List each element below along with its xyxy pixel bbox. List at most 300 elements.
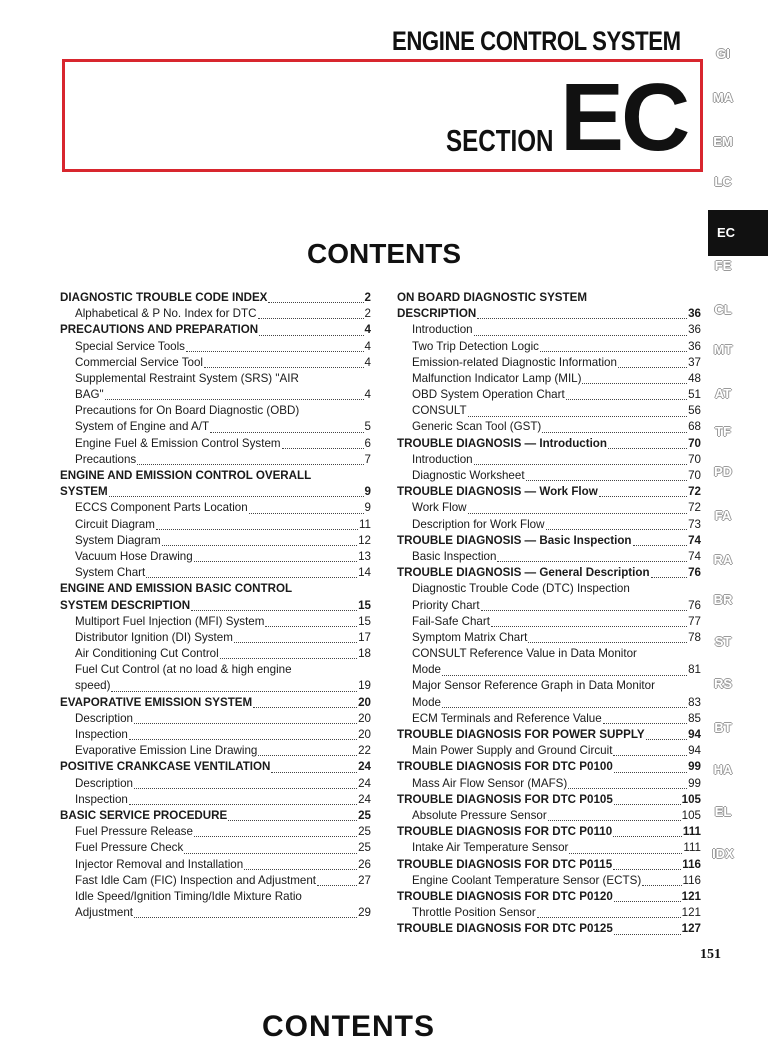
toc-entry-title: Diagnostic Trouble Code (DTC) Inspection bbox=[412, 582, 630, 596]
toc-entry-page: 2 bbox=[364, 290, 371, 304]
section-tab-bt[interactable]: BT bbox=[714, 720, 732, 735]
toc-entry-title: TROUBLE DIAGNOSIS — Work Flow bbox=[397, 485, 598, 499]
toc-entry[interactable] bbox=[60, 873, 371, 889]
toc-entry[interactable] bbox=[60, 792, 371, 808]
toc-entry[interactable] bbox=[60, 484, 371, 500]
toc-leader-dots bbox=[468, 513, 688, 514]
section-tab-gi[interactable]: GI bbox=[716, 46, 730, 61]
toc-entry-page: 81 bbox=[688, 663, 701, 677]
toc-entry[interactable] bbox=[397, 873, 701, 889]
toc-entry-page: 105 bbox=[681, 792, 701, 806]
toc-entry[interactable] bbox=[397, 840, 701, 856]
toc-entry-page: 99 bbox=[688, 776, 701, 790]
toc-entry-page: 116 bbox=[682, 857, 701, 871]
toc-entry-title: System of Engine and A/T bbox=[75, 420, 210, 434]
toc-entry-page: 2 bbox=[364, 307, 371, 321]
toc-entry[interactable] bbox=[60, 840, 371, 856]
toc-entry-page: 111 bbox=[683, 841, 701, 855]
section-tab-br[interactable]: BR bbox=[713, 592, 733, 607]
toc-entry-page: 78 bbox=[688, 630, 701, 644]
toc-entry-page: 22 bbox=[358, 744, 371, 758]
toc-entry-title: Mode bbox=[412, 695, 442, 709]
toc-entry-title: Priority Chart bbox=[412, 598, 480, 612]
toc-entry-title: SYSTEM DESCRIPTION bbox=[60, 598, 191, 612]
toc-entry-title: Injector Removal and Installation bbox=[75, 857, 244, 871]
toc-entry[interactable] bbox=[60, 452, 371, 468]
toc-entry-title: CONSULT bbox=[412, 404, 467, 418]
toc-entry-title: Basic Inspection bbox=[412, 549, 497, 563]
toc-entry-page: 48 bbox=[688, 371, 701, 385]
toc-leader-dots bbox=[268, 302, 363, 303]
toc-entry-page: 83 bbox=[688, 695, 701, 709]
toc-leader-dots bbox=[528, 642, 687, 643]
toc-leader-dots bbox=[642, 885, 681, 886]
toc-leader-dots bbox=[614, 772, 687, 773]
toc-entry[interactable] bbox=[60, 371, 371, 387]
toc-entry-title: ENGINE AND EMISSION BASIC CONTROL bbox=[60, 582, 293, 596]
toc-entry-page: 73 bbox=[688, 517, 701, 531]
toc-entry[interactable] bbox=[397, 581, 701, 597]
toc-entry[interactable] bbox=[397, 533, 701, 549]
toc-entry-title: ECCS Component Parts Location bbox=[75, 501, 248, 515]
toc-entry-page: 36 bbox=[688, 339, 701, 353]
toc-entry-title: Precautions for On Board Diagnostic (OBD) bbox=[75, 404, 300, 418]
toc-entry[interactable] bbox=[397, 500, 701, 516]
toc-entry-page: 19 bbox=[358, 679, 371, 693]
toc-entry[interactable] bbox=[397, 598, 701, 614]
toc-entry-title: PRECAUTIONS AND PREPARATION bbox=[60, 323, 259, 337]
toc-entry[interactable] bbox=[397, 517, 701, 533]
toc-entry[interactable] bbox=[60, 743, 371, 759]
toc-entry[interactable] bbox=[397, 468, 701, 484]
toc-entry-title: Evaporative Emission Line Drawing bbox=[75, 744, 258, 758]
toc-entry[interactable] bbox=[397, 857, 701, 873]
toc-entry-page: 18 bbox=[358, 647, 371, 661]
toc-entry-page: 94 bbox=[688, 728, 701, 742]
toc-entry-title: Vacuum Hose Drawing bbox=[75, 549, 193, 563]
toc-entry-page: 74 bbox=[688, 549, 701, 563]
toc-entry-title: TROUBLE DIAGNOSIS FOR DTC P0115 bbox=[397, 857, 613, 871]
toc-entry-title: speed) bbox=[75, 679, 111, 693]
toc-entry[interactable] bbox=[397, 387, 701, 403]
toc-entry-page: 37 bbox=[688, 355, 701, 369]
toc-entry-page: 24 bbox=[358, 760, 371, 774]
toc-entry-page: 12 bbox=[358, 533, 371, 547]
toc-entry[interactable] bbox=[397, 695, 701, 711]
toc-entry[interactable] bbox=[397, 679, 701, 695]
toc-entry-title: Intake Air Temperature Sensor bbox=[412, 841, 569, 855]
toc-leader-dots bbox=[474, 335, 688, 336]
toc-entry[interactable] bbox=[60, 759, 371, 775]
section-index-tabs bbox=[708, 46, 768, 886]
toc-entry[interactable] bbox=[397, 565, 701, 581]
toc-entry-title: TROUBLE DIAGNOSIS FOR DTC P0100 bbox=[397, 760, 613, 774]
toc-leader-dots bbox=[566, 399, 687, 400]
toc-leader-dots bbox=[184, 853, 357, 854]
toc-leader-dots bbox=[497, 561, 687, 562]
toc-entry[interactable] bbox=[60, 889, 371, 905]
toc-entry-page: 15 bbox=[358, 614, 371, 628]
toc-entry[interactable] bbox=[60, 468, 371, 484]
toc-leader-dots bbox=[468, 416, 688, 417]
toc-entry-title: EVAPORATIVE EMISSION SYSTEM bbox=[60, 695, 253, 709]
toc-entry-page: 17 bbox=[358, 630, 371, 644]
toc-entry[interactable] bbox=[60, 662, 371, 678]
toc-entry-title: ON BOARD DIAGNOSTIC SYSTEM bbox=[397, 290, 588, 304]
toc-entry[interactable] bbox=[397, 339, 701, 355]
toc-leader-dots bbox=[109, 496, 364, 497]
toc-entry-page: 20 bbox=[358, 711, 371, 725]
toc-leader-dots bbox=[603, 723, 687, 724]
toc-leader-dots bbox=[210, 432, 364, 433]
section-tab-ma[interactable]: MA bbox=[712, 90, 734, 105]
contents-heading: CONTENTS bbox=[307, 238, 461, 269]
toc-entry-page: 11 bbox=[358, 517, 371, 531]
toc-entry[interactable] bbox=[397, 711, 701, 727]
toc-entry-page: 76 bbox=[688, 566, 701, 580]
toc-entry-title: ENGINE AND EMISSION CONTROL OVERALL bbox=[60, 469, 312, 483]
toc-leader-dots bbox=[258, 755, 357, 756]
toc-entry[interactable] bbox=[397, 549, 701, 565]
toc-entry-page: 29 bbox=[358, 906, 371, 920]
toc-entry-title: DESCRIPTION bbox=[397, 307, 477, 321]
section-tab-lc[interactable]: LC bbox=[714, 174, 732, 189]
section-tab-ec[interactable]: EC bbox=[708, 210, 768, 256]
toc-entry-page: 24 bbox=[358, 792, 371, 806]
toc-entry-title: Work Flow bbox=[412, 501, 467, 515]
section-tab-fe[interactable]: FE bbox=[714, 258, 732, 273]
section-tab-el[interactable]: EL bbox=[714, 804, 732, 819]
toc-entry[interactable] bbox=[397, 290, 701, 306]
toc-entry-title: Diagnostic Worksheet bbox=[412, 469, 525, 483]
toc-entry-title: CONSULT Reference Value in Data Monitor bbox=[412, 647, 637, 661]
toc-entry[interactable] bbox=[60, 322, 371, 338]
toc-entry[interactable] bbox=[60, 565, 371, 581]
toc-entry-page: 68 bbox=[688, 420, 701, 434]
toc-entry-page: 116 bbox=[682, 873, 701, 887]
section-tab-ra[interactable]: RA bbox=[713, 552, 733, 567]
toc-entry[interactable] bbox=[60, 630, 371, 646]
toc-entry-title: Distributor Ignition (DI) System bbox=[75, 630, 233, 644]
toc-leader-dots bbox=[613, 755, 687, 756]
toc-entry-page: 76 bbox=[688, 598, 701, 612]
toc-entry-page: 6 bbox=[364, 436, 371, 450]
toc-entry-title: TROUBLE DIAGNOSIS FOR DTC P0125 bbox=[397, 922, 613, 936]
toc-entry-page: 70 bbox=[688, 469, 701, 483]
toc-leader-dots bbox=[646, 739, 688, 740]
toc-entry-title: Engine Coolant Temperature Sensor (ECTS) bbox=[412, 873, 642, 887]
toc-entry[interactable] bbox=[397, 436, 701, 452]
section-tab-at[interactable]: AT bbox=[714, 386, 732, 401]
toc-entry-title: Fuel Cut Control (at no load & high engine bbox=[75, 663, 292, 677]
section-tab-tf[interactable]: TF bbox=[715, 424, 731, 439]
toc-entry-page: 5 bbox=[364, 420, 371, 434]
document-title: ENGINE CONTROL SYSTEM bbox=[392, 26, 681, 56]
toc-entry-title: DIAGNOSTIC TROUBLE CODE INDEX bbox=[60, 290, 268, 304]
toc-entry[interactable] bbox=[397, 630, 701, 646]
toc-leader-dots bbox=[542, 432, 687, 433]
toc-entry[interactable] bbox=[60, 387, 371, 403]
toc-leader-dots bbox=[204, 367, 364, 368]
toc-entry-title: Fast Idle Cam (FIC) Inspection and Adjustment bbox=[75, 873, 316, 887]
toc-entry-page: 72 bbox=[688, 501, 701, 515]
toc-entry-page: 4 bbox=[364, 339, 371, 353]
toc-leader-dots bbox=[271, 772, 357, 773]
toc-entry[interactable] bbox=[60, 500, 371, 516]
toc-leader-dots bbox=[599, 496, 687, 497]
toc-entry-title: Commercial Service Tool bbox=[75, 355, 204, 369]
toc-entry[interactable] bbox=[60, 403, 371, 419]
toc-entry[interactable] bbox=[60, 857, 371, 873]
toc-entry-page: 20 bbox=[358, 728, 371, 742]
toc-leader-dots bbox=[526, 480, 688, 481]
section-tab-ha[interactable]: HA bbox=[713, 762, 733, 777]
section-tab-idx[interactable]: IDX bbox=[712, 846, 734, 861]
toc-entry-title: Fail-Safe Chart bbox=[412, 614, 490, 628]
toc-leader-dots bbox=[134, 917, 357, 918]
toc-leader-dots bbox=[253, 707, 357, 708]
toc-entry-title: Precautions bbox=[75, 452, 137, 466]
toc-leader-dots bbox=[162, 545, 357, 546]
toc-entry[interactable] bbox=[60, 808, 371, 824]
section-tab-pd[interactable]: PD bbox=[713, 464, 733, 479]
toc-entry-title: Fuel Pressure Check bbox=[75, 841, 184, 855]
toc-leader-dots bbox=[186, 351, 364, 352]
toc-leader-dots bbox=[568, 788, 687, 789]
toc-entry-page: 99 bbox=[688, 760, 701, 774]
toc-entry-title: Mass Air Flow Sensor (MAFS) bbox=[412, 776, 568, 790]
toc-leader-dots bbox=[651, 577, 688, 578]
toc-entry-page: 24 bbox=[358, 776, 371, 790]
toc-entry[interactable] bbox=[60, 517, 371, 533]
toc-entry-title: ECM Terminals and Reference Value bbox=[412, 711, 602, 725]
toc-leader-dots bbox=[477, 318, 687, 319]
toc-entry-page: 25 bbox=[358, 808, 371, 822]
toc-entry-title: Description bbox=[75, 776, 133, 790]
section-label: SECTION bbox=[446, 123, 554, 158]
toc-entry-title: Introduction bbox=[412, 323, 473, 337]
toc-entry-title: Adjustment bbox=[75, 906, 133, 920]
toc-entry-page: 74 bbox=[688, 533, 701, 547]
toc-entry-title: Fuel Pressure Release bbox=[75, 825, 193, 839]
toc-entry[interactable] bbox=[397, 355, 701, 371]
toc-entry[interactable] bbox=[60, 436, 371, 452]
toc-entry[interactable] bbox=[60, 905, 371, 921]
toc-leader-dots bbox=[258, 318, 364, 319]
toc-entry-title: Introduction bbox=[412, 452, 473, 466]
toc-entry-page: 20 bbox=[358, 695, 371, 709]
toc-leader-dots bbox=[134, 788, 357, 789]
toc-entry[interactable] bbox=[60, 646, 371, 662]
toc-entry-title: Mode bbox=[412, 663, 442, 677]
toc-leader-dots bbox=[156, 529, 358, 530]
toc-entry[interactable] bbox=[397, 889, 701, 905]
toc-entry[interactable] bbox=[397, 662, 701, 678]
toc-entry-title: Description bbox=[75, 711, 133, 725]
toc-entry-title: Throttle Position Sensor bbox=[412, 906, 536, 920]
toc-leader-dots bbox=[442, 675, 687, 676]
toc-entry-page: 94 bbox=[688, 744, 701, 758]
toc-left-column bbox=[60, 290, 371, 921]
section-tab-mt[interactable]: MT bbox=[713, 342, 733, 357]
toc-entry-title: System Chart bbox=[75, 566, 146, 580]
toc-entry[interactable] bbox=[397, 306, 701, 322]
toc-leader-dots bbox=[608, 448, 687, 449]
section-tab-st[interactable]: ST bbox=[714, 634, 732, 649]
toc-entry[interactable] bbox=[397, 759, 701, 775]
toc-leader-dots bbox=[633, 545, 688, 546]
section-tab-fa[interactable]: FA bbox=[714, 508, 732, 523]
toc-entry[interactable] bbox=[60, 711, 371, 727]
toc-entry-title: Special Service Tools bbox=[75, 339, 185, 353]
toc-leader-dots bbox=[474, 464, 688, 465]
section-tab-em[interactable]: EM bbox=[713, 134, 733, 149]
toc-leader-dots bbox=[548, 820, 681, 821]
toc-entry[interactable] bbox=[397, 776, 701, 792]
toc-leader-dots bbox=[134, 723, 357, 724]
toc-leader-dots bbox=[220, 658, 357, 659]
toc-leader-dots bbox=[249, 513, 364, 514]
toc-entry[interactable] bbox=[397, 646, 701, 662]
toc-entry-title: TROUBLE DIAGNOSIS FOR DTC P0110 bbox=[397, 825, 613, 839]
toc-leader-dots bbox=[244, 869, 357, 870]
toc-entry[interactable] bbox=[397, 905, 701, 921]
toc-leader-dots bbox=[191, 610, 357, 611]
toc-entry-page: 25 bbox=[358, 841, 371, 855]
toc-leader-dots bbox=[228, 820, 357, 821]
toc-entry-page: 51 bbox=[688, 388, 701, 402]
toc-entry-page: 85 bbox=[688, 711, 701, 725]
toc-entry[interactable] bbox=[60, 339, 371, 355]
toc-entry-title: TROUBLE DIAGNOSIS FOR POWER SUPPLY bbox=[397, 728, 645, 742]
toc-entry[interactable] bbox=[60, 695, 371, 711]
toc-leader-dots bbox=[234, 642, 357, 643]
toc-entry[interactable] bbox=[60, 581, 371, 597]
toc-entry[interactable] bbox=[60, 306, 371, 322]
toc-entry[interactable] bbox=[397, 921, 701, 937]
toc-entry-title: SYSTEM bbox=[60, 485, 108, 499]
toc-entry-page: 9 bbox=[364, 501, 371, 515]
toc-leader-dots bbox=[537, 917, 681, 918]
toc-leader-dots bbox=[618, 367, 687, 368]
toc-entry[interactable] bbox=[397, 452, 701, 468]
toc-entry-title: Engine Fuel & Emission Control System bbox=[75, 436, 281, 450]
toc-leader-dots bbox=[613, 836, 682, 837]
toc-entry[interactable] bbox=[60, 549, 371, 565]
toc-entry-page: 127 bbox=[681, 922, 701, 936]
toc-entry-title: System Diagram bbox=[75, 533, 161, 547]
toc-entry[interactable] bbox=[397, 403, 701, 419]
toc-entry-page: 70 bbox=[688, 436, 701, 450]
toc-entry-page: 121 bbox=[681, 889, 701, 903]
toc-entry[interactable] bbox=[397, 420, 701, 436]
toc-entry[interactable] bbox=[60, 420, 371, 436]
toc-entry[interactable] bbox=[60, 614, 371, 630]
toc-entry-title: Emission-related Diagnostic Information bbox=[412, 355, 617, 369]
toc-entry[interactable] bbox=[397, 614, 701, 630]
toc-leader-dots bbox=[582, 383, 687, 384]
toc-entry[interactable] bbox=[60, 598, 371, 614]
toc-leader-dots bbox=[259, 335, 363, 336]
toc-entry-page: 13 bbox=[358, 549, 371, 563]
toc-entry-title: Symptom Matrix Chart bbox=[412, 630, 528, 644]
toc-entry[interactable] bbox=[397, 792, 701, 808]
toc-entry-page: 15 bbox=[358, 598, 371, 612]
toc-leader-dots bbox=[317, 885, 357, 886]
toc-entry[interactable] bbox=[397, 808, 701, 824]
toc-entry-page: 4 bbox=[364, 388, 371, 402]
toc-leader-dots bbox=[540, 351, 687, 352]
toc-entry[interactable] bbox=[397, 484, 701, 500]
toc-entry-title: BASIC SERVICE PROCEDURE bbox=[60, 808, 228, 822]
toc-entry-page: 121 bbox=[681, 906, 701, 920]
toc-entry-page: 36 bbox=[688, 307, 701, 321]
toc-entry[interactable] bbox=[60, 727, 371, 743]
toc-entry-title: TROUBLE DIAGNOSIS FOR DTC P0120 bbox=[397, 889, 613, 903]
toc-entry[interactable] bbox=[60, 533, 371, 549]
toc-leader-dots bbox=[614, 804, 681, 805]
toc-entry-title: Malfunction Indicator Lamp (MIL) bbox=[412, 371, 582, 385]
toc-entry-page: 7 bbox=[364, 452, 371, 466]
toc-entry[interactable] bbox=[60, 290, 371, 306]
toc-entry[interactable] bbox=[60, 824, 371, 840]
toc-entry-page: 25 bbox=[358, 825, 371, 839]
toc-entry-title: Multiport Fuel Injection (MFI) System bbox=[75, 614, 265, 628]
toc-leader-dots bbox=[491, 626, 687, 627]
toc-entry-page: 9 bbox=[364, 485, 371, 499]
toc-right-column bbox=[397, 290, 701, 938]
toc-entry-title: TROUBLE DIAGNOSIS — General Description bbox=[397, 566, 650, 580]
toc-leader-dots bbox=[282, 448, 364, 449]
toc-entry[interactable] bbox=[60, 679, 371, 695]
toc-leader-dots bbox=[146, 577, 357, 578]
toc-leader-dots bbox=[614, 901, 681, 902]
toc-entry-page: 56 bbox=[688, 404, 701, 418]
toc-entry-title: Two Trip Detection Logic bbox=[412, 339, 539, 353]
toc-entry-page: 70 bbox=[688, 452, 701, 466]
section-tab-cl[interactable]: CL bbox=[714, 302, 732, 317]
section-tab-rs[interactable]: RS bbox=[713, 676, 733, 691]
toc-entry-title: OBD System Operation Chart bbox=[412, 388, 565, 402]
toc-entry[interactable] bbox=[60, 776, 371, 792]
toc-entry[interactable] bbox=[397, 322, 701, 338]
toc-entry-title: Absolute Pressure Sensor bbox=[412, 808, 547, 822]
toc-entry-title: Major Sensor Reference Graph in Data Monitor bbox=[412, 679, 655, 693]
toc-entry-page: 72 bbox=[688, 485, 701, 499]
toc-leader-dots bbox=[111, 691, 357, 692]
toc-entry-title: Circuit Diagram bbox=[75, 517, 155, 531]
toc-entry-page: 36 bbox=[688, 323, 701, 337]
toc-entry-page: 77 bbox=[688, 614, 701, 628]
toc-entry-title: TROUBLE DIAGNOSIS — Introduction bbox=[397, 436, 607, 450]
toc-leader-dots bbox=[569, 853, 682, 854]
toc-leader-dots bbox=[194, 836, 357, 837]
toc-entry-title: TROUBLE DIAGNOSIS FOR DTC P0105 bbox=[397, 792, 613, 806]
toc-entry[interactable] bbox=[397, 743, 701, 759]
toc-leader-dots bbox=[481, 610, 687, 611]
toc-entry-page: 4 bbox=[364, 323, 371, 337]
toc-entry[interactable] bbox=[397, 824, 701, 840]
toc-leader-dots bbox=[129, 804, 357, 805]
toc-entry[interactable] bbox=[60, 355, 371, 371]
page-number: 151 bbox=[700, 947, 721, 962]
toc-entry-page: 27 bbox=[358, 873, 371, 887]
toc-entry[interactable] bbox=[397, 371, 701, 387]
toc-entry[interactable] bbox=[397, 727, 701, 743]
next-page-heading-partial: CONTENTS bbox=[262, 1010, 435, 1043]
toc-entry-page: 26 bbox=[358, 857, 371, 871]
toc-entry-title: Description for Work Flow bbox=[412, 517, 545, 531]
